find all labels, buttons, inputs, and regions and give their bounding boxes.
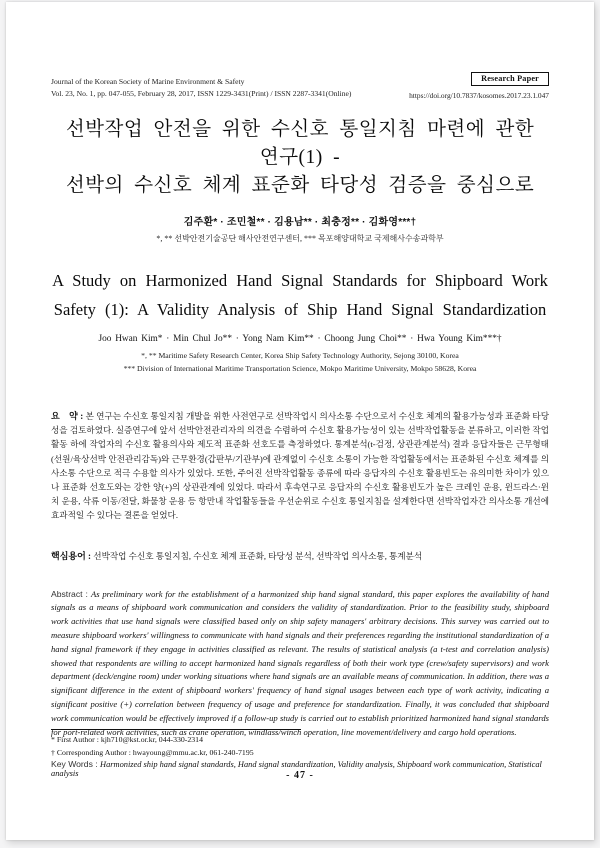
research-paper-badge: Research Paper <box>471 72 549 86</box>
journal-header <box>51 68 549 100</box>
affiliation-english-line2: *** Division of International Maritime Transportation Science, Mokpo Maritime University, Mokpo 58628, Korea <box>123 363 477 373</box>
footnote-first-author: * First Author : kjh710@kst.or.kr, 044-330-2314 <box>51 735 203 744</box>
title-english-line2: Safety (1): A Validity Analysis of Ship Hand Signal Standardization <box>53 300 547 319</box>
title-korean-line1: 선박작업 안전을 위한 수신호 통일지침 마련에 관한 연구(1) - <box>65 119 535 168</box>
footnote-corresponding-author: † Corresponding Author : hwayoung@mmu.ac.kr, 061-240-7195 <box>51 747 254 757</box>
abstract-korean-text: 본 연구는 수신호 통일지침 개발을 위한 사전연구로 선박작업시 의사소통 수단으로서 수신호 체계의 활용가능성과 표준화 타당성을 검토하였다. 실증연구에 앞서 선박안전관리자의 의견을 수렴하여 수신호 활용가능성이 있는 선박작업활동을 분류하고, 이러한 작업활동 하에 작업자의 수신호 활용의사와 제도적 표준화 선호도를 측정하였다. 통계분석(t-검정, 상관관계분석) 결과 응답자들은 근무형태(선원/육상선박 안전관리감독)와 근무환경(갑판부/기관부)에 관계없이 수신호 소통이 가능한 작업활동에서는 표준화된 수신호 체계를 의사소통 수단으로 적극 수용할 의사가 있었다. 또한, 주어진 선박작업활동 종류에 따라 응답자의 수신호 활용빈도는 유의미한 차이가 있으나 표준화 선호도와는 강한 양(+)의 상관관계에 있었다. 따라서 후속연구로 응답자의 수신호 활용빈도가 높은 크레인 운용, 윈드라스·윈치 운용, 삭류 이동/전달, 화물창 운용 등 항만내 작업활동들을 우선순위로 수신호 통일지침을 설계한다면 선박작업자간 의사소통 개선에 효과적일 수 있다는 결론을 얻었다. <box>51 411 549 521</box>
title-korean-line2: 선박의 수신호 체계 표준화 타당성 검증을 중심으로 <box>65 175 535 196</box>
affiliation-korean: *, ** 선박안전기술공단 해사안전연구센터, *** 목포해양대학교 국제해사수송과학부 <box>156 234 444 243</box>
abstract-english-text: As preliminary work for the establishment of a harmonized ship hand signal standard, this paper explores the availability of hand signals as a means of shipboard work communication and considers the validity of standardization. Prior to the feasibility study, shipboard work activities that use hand signals were classified based only on ship safety managers' arbitrary decisions. This survey was carried out to measure shipboard workers' willingness to communicate with hand signals and their preferences regarding the institutional standardization of a hand signal framework if they engage in activities classified as relevant. The results of statistical analysis (a t-test and correlation analysis) showed that respondents are willing to accept harmonized hand signals regardless of both their work type (crew/safety supervisors) and work department (deck/engine room) under working situations where hand signals are an available means of communication. In addition, there was a significant difference in the extent of shipboard workers' frequency of hand signal usages between each type of work activity, indicating a significant positive (+) correlation between frequency of usage and preference for standardization. Finally, it was concluded that shipboard work communication would be effectively improved if a follow-up study is carried out to establish prioritized harmonized hand signal standards for port-related work activities, such as crane operation, windlass/winch operation, line movement/delivery and cargo hold operations. <box>51 588 549 737</box>
authors-english: Joo Hwan Kim* · Min Chul Jo** · Yong Nam Kim** · Choong Jung Choi** · Hwa Young Kim***† <box>98 334 502 344</box>
affiliation-english-line1: *, ** Maritime Safety Research Center, Korea Ship Safety Technology Authority, Sejong 30100, Korea <box>141 351 459 360</box>
doi-link[interactable]: https://doi.org/10.7837/kosomes.2017.23.1.047 <box>409 91 549 100</box>
footnote-rule <box>51 729 301 730</box>
keywords-korean-label: 핵심용어 : <box>51 550 94 561</box>
page-number: - 47 - <box>286 770 314 781</box>
abstract-korean <box>51 409 549 523</box>
paper-page <box>6 2 594 840</box>
keywords-english-label: Key Words : <box>51 759 101 770</box>
title-english <box>51 266 549 324</box>
abstract-korean-label: 요 약 : <box>51 411 86 421</box>
title-english-line1: A Study on Harmonized Hand Signal Standards for Shipboard Work <box>52 271 548 290</box>
abstract-english <box>51 588 549 740</box>
keywords-korean <box>51 549 549 562</box>
journal-name: Journal of the Korean Society of Marine Environment & Safety <box>51 77 245 86</box>
keywords-english-text: Harmonized ship hand signal standards, Hand signal standardization, Validity analysis, Shipboard work communication, Statistical analysis <box>51 760 542 779</box>
title-korean <box>51 116 549 200</box>
journal-info <box>51 68 351 100</box>
header-right <box>409 68 549 100</box>
affiliations-english <box>51 350 549 375</box>
abstract-english-label: Abstract : <box>51 588 91 599</box>
footnote-block <box>51 729 549 759</box>
journal-issue-line: Vol. 23, No. 1, pp. 047-055, February 28, 2017, ISSN 1229-3431(Print) / ISSN 2287-3341(Online) <box>51 89 352 98</box>
authors-korean: 김주환* · 조민철** · 김용남** · 최충정** · 김화영***† <box>183 217 417 228</box>
keywords-korean-text: 선박작업 수신호 통일지침, 수신호 체계 표준화, 타당성 분석, 선박작업 의사소통, 통계분석 <box>93 550 423 561</box>
